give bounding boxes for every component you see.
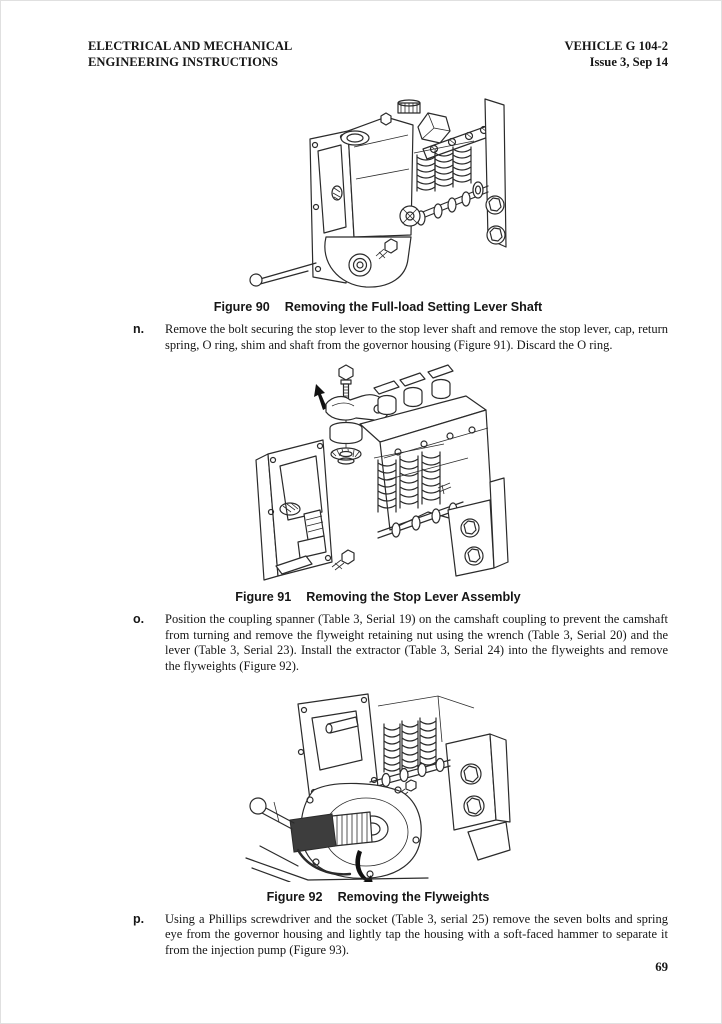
page-number: 69 — [655, 960, 668, 974]
figure-90-illustration — [238, 87, 518, 292]
figure-91-caption — [88, 590, 668, 604]
header-left-line2: ENGINEERING INSTRUCTIONS — [88, 55, 279, 69]
figure-90 — [88, 87, 668, 314]
figure-92-caption — [88, 890, 668, 904]
figure-92-illustration — [238, 682, 518, 882]
header-right-line1: VEHICLE G 104-2 — [564, 39, 668, 53]
header-right — [564, 38, 668, 70]
paragraph-n-label: n. — [133, 322, 145, 336]
paragraph-o-label: o. — [133, 612, 145, 627]
figure-91-label: Figure 91 — [235, 590, 292, 605]
page-header — [88, 38, 668, 70]
figure-92-title: Removing the Flyweights — [337, 889, 490, 904]
figure-92-label: Figure 92 — [266, 889, 323, 904]
figure-92 — [88, 682, 668, 904]
paragraph-n — [133, 322, 668, 353]
paragraph-p — [133, 912, 668, 959]
paragraph-n-text: Remove the bolt securing the stop lever to the stop lever shaft and remove the stop lever, cap, return spring, O ring, shim and shaft from the governor housing (Figure 91). Discard the O ring. — [165, 322, 668, 352]
figure-90-caption — [88, 300, 668, 314]
paragraph-o-text: Position the coupling spanner (Table 3, Serial 19) on the camshaft coupling to prevent the camshaft from turning and remove the flyweight retaining nut using the wrench (Table 3, Serial 20) and the lever (Table 3, Serial 23). Install the extractor (Table 3, Serial 24) into the flyweights and remove the flyweights (Figure 92). — [165, 612, 668, 673]
figure-90-title: Removing the Full-load Setting Lever Shaft — [284, 300, 543, 314]
paragraph-p-label: p. — [133, 911, 145, 926]
figure-91-title: Removing the Stop Lever Assembly — [306, 590, 521, 605]
header-left — [88, 38, 292, 70]
paragraph-p-text: Using a Phillips screwdriver and the socket (Table 3, serial 25) remove the seven bolts and spring eye from the governor housing and lightly tap the housing with a soft-faced hammer to separate it from the injection pump (Figure 93). — [165, 911, 668, 957]
header-left-line1: ELECTRICAL AND MECHANICAL — [88, 39, 293, 53]
figure-91-illustration — [228, 362, 528, 582]
paragraph-o — [133, 612, 668, 674]
figure-91 — [88, 362, 668, 604]
header-right-line2: Issue 3, Sep 14 — [589, 55, 668, 69]
figure-90-label: Figure 90 — [213, 300, 270, 314]
